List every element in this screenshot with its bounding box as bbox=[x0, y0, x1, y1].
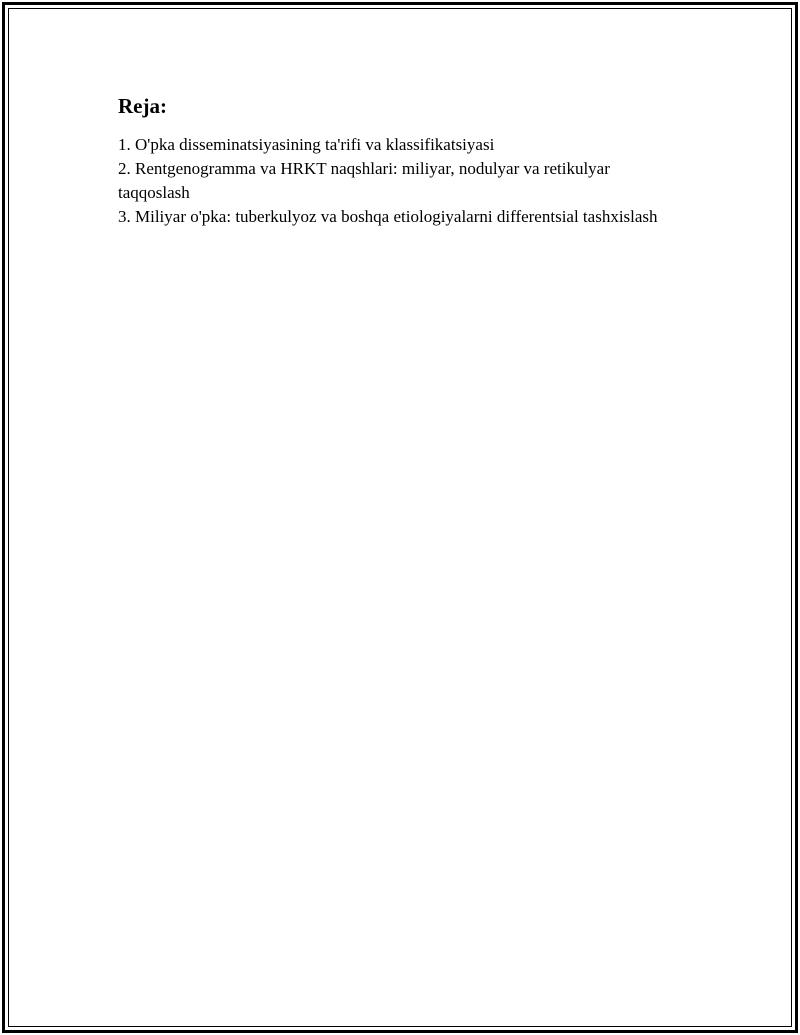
plan-item-1: 1. O'pka disseminatsiyasining ta'rifi va klassifikatsiyasi bbox=[118, 135, 495, 154]
page-content bbox=[118, 93, 678, 229]
plan-list bbox=[118, 133, 678, 229]
plan-item-2: 2. Rentgenogramma va HRKT naqshlari: miliyar, nodulyar va retikulyar taqqoslash bbox=[118, 159, 610, 202]
plan-item-3: 3. Miliyar o'pka: tuberkulyoz va boshqa etiologiyalarni differentsial tashxislash bbox=[118, 207, 658, 226]
plan-heading: Reja: bbox=[118, 94, 167, 118]
